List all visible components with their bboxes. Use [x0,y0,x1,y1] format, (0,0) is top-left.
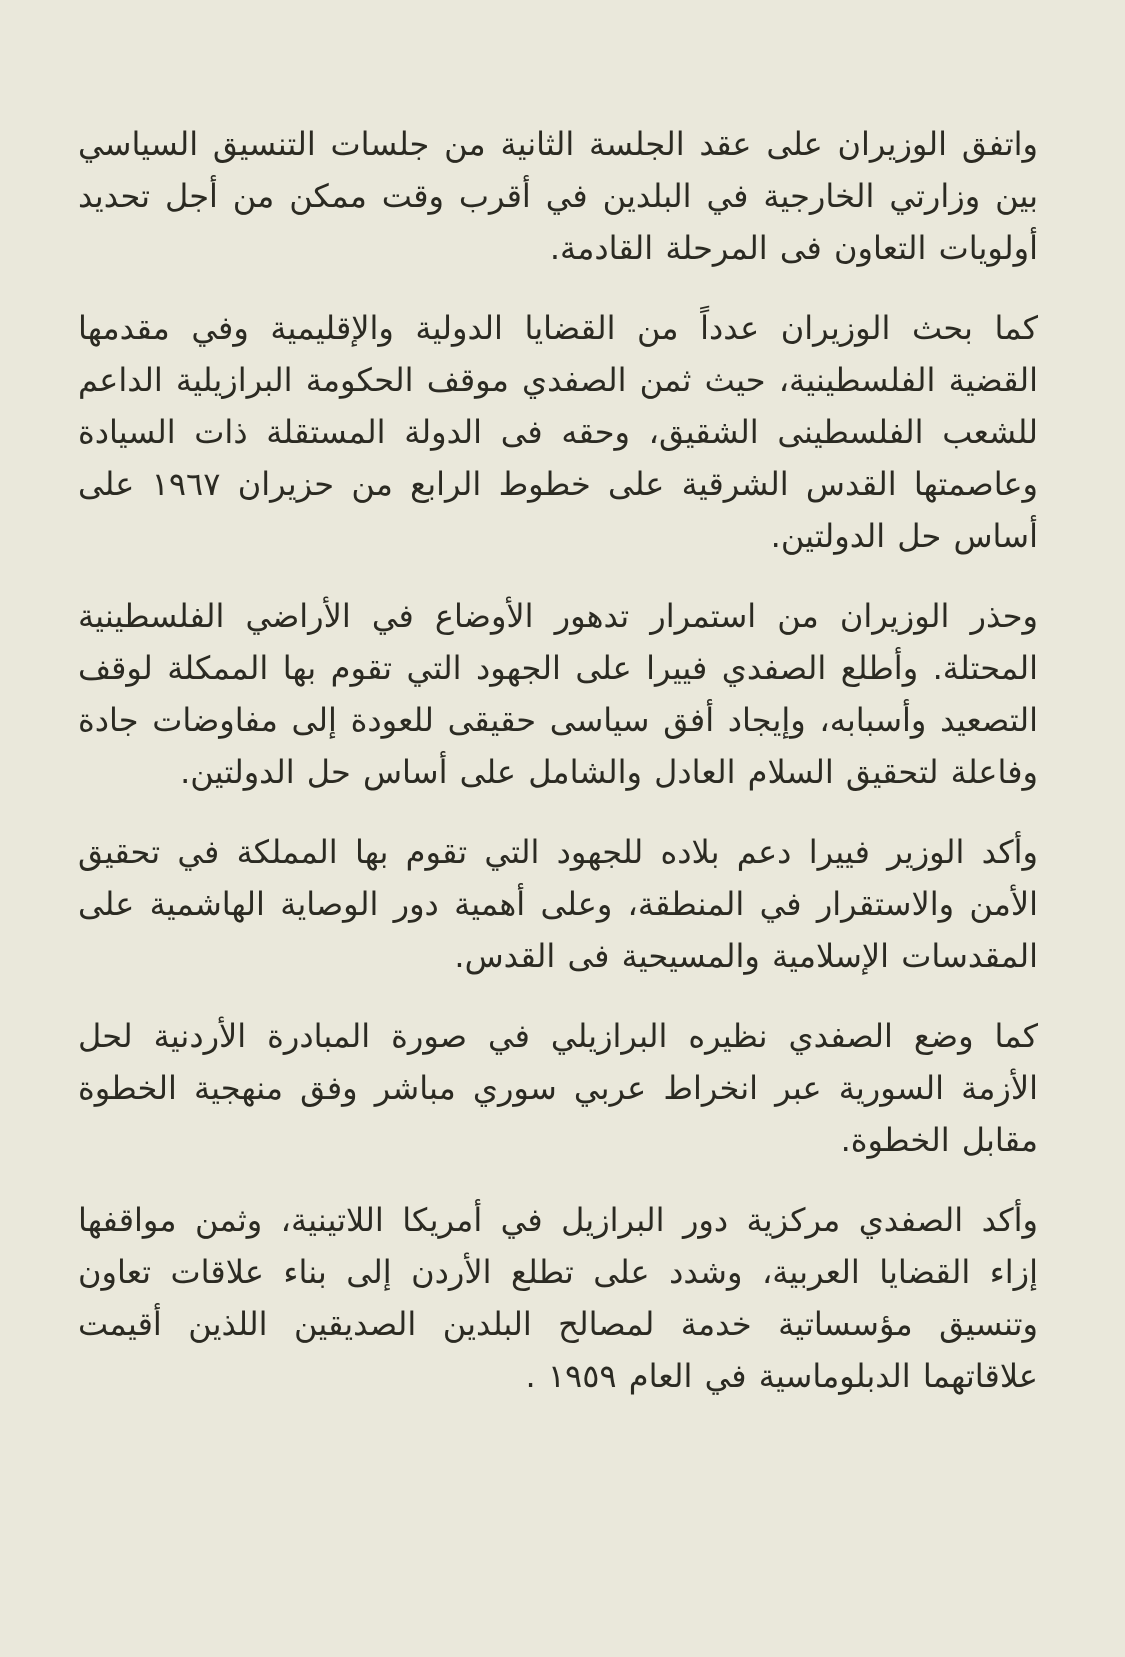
paragraph-2: كما بحث الوزيران عدداً من القضايا الدولية والإقليمية وفي مقدمها القضية الفلسطينية، حيث ثمن الصفدي موقف الحكومة البرازيلية الداعم للشعب الفلسطينى الشقيق، وحقه فى الدولة المستقلة ذات السيادة وعاصمتها القدس الشرقية على خطوط الرابع من حزيران ١٩٦٧ على أساس حل الدولتين. [78,309,1039,555]
paragraph-6: وأكد الصفدي مركزية دور البرازيل في أمريكا اللاتينية، وثمن مواقفها إزاء القضايا العربية، وشدد على تطلع الأردن إلى بناء علاقات تعاون وتنسيق مؤسساتية خدمة لمصالح البلدين الصديقين اللذين أقيمت علاقاتهما الدبلوماسية في العام ١٩٥٩ . [78,1201,1038,1395]
paragraph-5: كما وضع الصفدي نظيره البرازيلي في صورة المبادرة الأردنية لحل الأزمة السورية عبر انخراط عربي سوري مباشر وفق منهجية الخطوة مقابل الخطوة. [78,1017,1038,1159]
article-text [78,118,1038,1402]
paragraph-3: وحذر الوزيران من استمرار تدهور الأوضاع في الأراضي الفلسطينية المحتلة. وأطلع الصفدي فييرا على الجهود التي تقوم بها الممكلة لوقف التصعيد وأسبابه، وإيجاد أفق سياسى حقيقى للعودة إلى مفاوضات جادة وفاعلة لتحقيق السلام العادل والشامل على أساس حل الدولتين. [78,597,1038,791]
paragraph-1: واتفق الوزيران على عقد الجلسة الثانية من جلسات التنسيق السياسي بين وزارتي الخارجية في البلدين في أقرب وقت ممكن من أجل تحديد أولويات التعاون فى المرحلة القادمة. [78,125,1038,267]
paragraph-4: وأكد الوزير فييرا دعم بلاده للجهود التي تقوم بها المملكة في تحقيق الأمن والاستقرار في المنطقة، وعلى أهمية دور الوصاية الهاشمية على المقدسات الإسلامية والمسيحية فى القدس. [78,833,1038,975]
